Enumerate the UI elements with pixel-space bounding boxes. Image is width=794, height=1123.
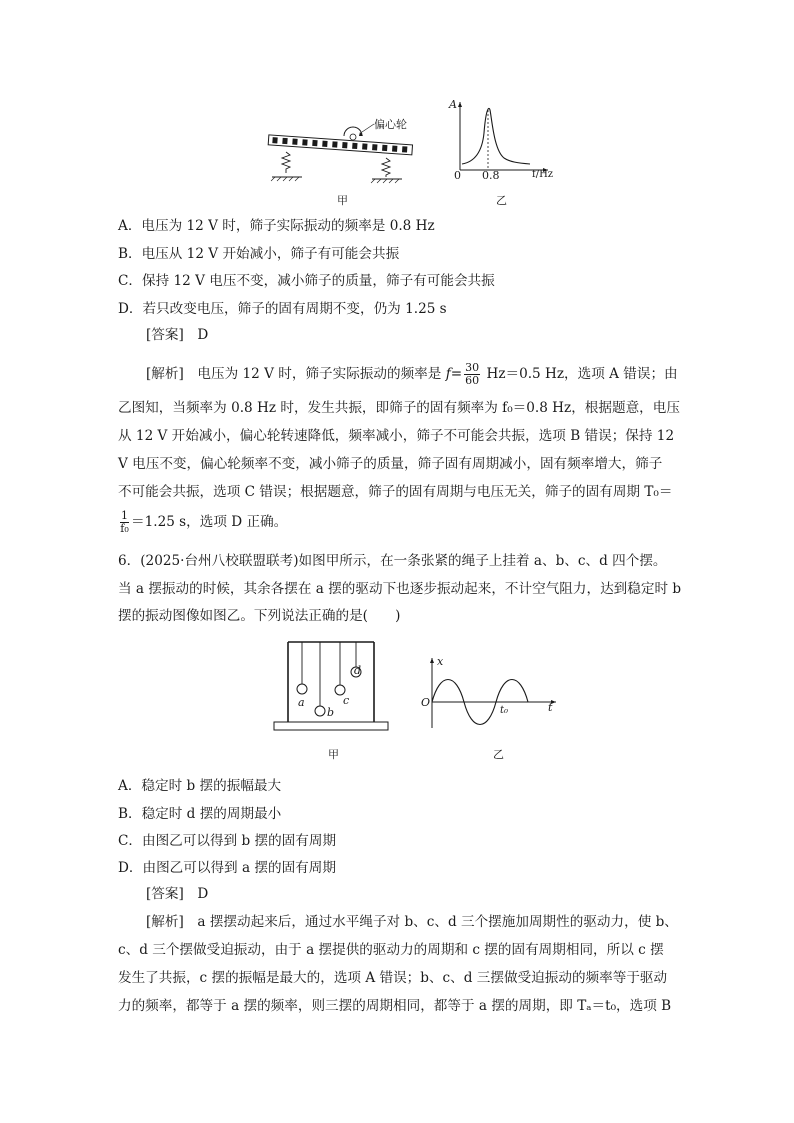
fraction-numerator: 30 <box>465 361 480 374</box>
frequency-symbol: f <box>445 366 451 382</box>
q6-option-b: B．稳定时 d 摆的周期最小 <box>118 806 282 822</box>
pendulum-label-d: d <box>354 664 362 677</box>
q6-stem-line-3: 摆的振动图像如图乙。下列说法正确的是( ) <box>118 608 401 624</box>
q5-answer <box>146 325 208 345</box>
resonance-tick-label: 0.8 <box>482 169 500 182</box>
q6-analysis-line-4: 力的频率，都等于 a 摆的频率，则三摆的周期相同，都等于 a 摆的周期，即 Tₐ＝t₀，选项 B <box>118 998 672 1014</box>
fraction-denominator: 60 <box>465 374 480 387</box>
answer-value: D <box>197 886 209 902</box>
figure-yi-caption: 乙 <box>493 748 504 761</box>
vibration-x-axis-label: t <box>548 701 553 714</box>
analysis-tag: [解析] <box>146 914 184 930</box>
q6-option-c: C．由图乙可以得到 b 摆的固有周期 <box>118 833 337 849</box>
q5-option-a: A．电压为 12 V 时，筛子实际振动的频率是 0.8 Hz <box>118 218 435 234</box>
eccentric-wheel-label: 偏心轮 <box>374 118 407 131</box>
pendulum-figure <box>270 636 395 736</box>
analysis-text: 电压为 12 V 时，筛子实际振动的频率是 <box>197 366 446 382</box>
q5-analysis-line-5: 不可能会共振，选项 C 错误；根据题意，筛子的固有周期与电压无关，筛子的固有周期 T₀＝ <box>118 484 673 500</box>
answer-tag: [答案] <box>146 886 184 902</box>
equals-sign: = <box>450 366 463 382</box>
resonance-x-axis-label: f/Hz <box>532 169 554 180</box>
resonance-origin-label: 0 <box>454 169 461 182</box>
q5-option-c: C．保持 12 V 电压不变，减小筛子的质量，筛子有可能会共振 <box>118 273 495 289</box>
q6-analysis-line-2: c、d 三个摆做受迫振动，由于 a 摆提供的驱动力的周期和 c 摆的固有周期相同，所以 c 摆 <box>118 942 664 958</box>
q6-analysis-line-3: 发生了共振，c 摆的振幅是最大的，选项 A 错误；b、c、d 三摆做受迫振动的频率等于驱动 <box>118 970 668 986</box>
q5-analysis-line-3: 从 12 V 开始减小，偏心轮转速降低，频率减小，筛子不可能会共振，选项 B 错误；保持 12 <box>118 428 675 444</box>
vibration-tick-t0: t₀ <box>500 705 509 716</box>
q5-option-d: D．若只改变电压，筛子的固有周期不变，仍为 1.25 s <box>118 301 447 317</box>
fraction-denominator: f₀ <box>120 522 129 535</box>
resonance-y-axis-label: A <box>449 98 457 111</box>
q5-option-b: B．电压从 12 V 开始减小，筛子有可能会共振 <box>118 246 400 262</box>
pendulum-label-c: c <box>343 694 350 707</box>
analysis-text: ＝1.25 s，选项 D 正确。 <box>131 514 288 530</box>
fraction-numerator: 1 <box>121 509 128 522</box>
analysis-text: a 摆摆动起来后，通过水平绳子对 b、c、d 三个摆施加周期性的驱动力，使 b、 <box>197 914 678 930</box>
pendulum-label-b: b <box>327 706 335 719</box>
q5-analysis-line-6 <box>118 510 287 535</box>
q5-analysis-line-2: 乙图知，当频率为 0.8 Hz 时，发生共振，即筛子的固有频率为 f₀＝0.8 Hz，根据题意，电压 <box>118 400 680 416</box>
answer-tag: [答案] <box>146 327 184 343</box>
fraction <box>120 510 129 535</box>
analysis-text: Hz＝0.5 Hz，选项 A 错误；由 <box>482 366 678 382</box>
q6-stem-line-2: 当 a 摆振动的时候，其余各摆在 a 摆的驱动下也逐步振动起来，不计空气阻力，达到稳定时 b <box>118 581 682 597</box>
fraction <box>464 362 480 387</box>
q6-answer <box>146 884 208 904</box>
analysis-tag: [解析] <box>146 366 184 382</box>
answer-value: D <box>197 327 209 343</box>
q6-option-a: A．稳定时 b 摆的振幅最大 <box>118 778 282 794</box>
q6-stem-line-1: 6．(2025·台州八校联盟联考)如图甲所示，在一条张紧的绳子上挂着 a、b、c、d 四个摆。 <box>118 553 667 569</box>
figure-yi-caption: 乙 <box>496 194 507 207</box>
q6-analysis-line-1 <box>146 912 678 932</box>
vibration-origin-label: O <box>421 696 431 709</box>
q6-option-d: D．由图乙可以得到 a 摆的固有周期 <box>118 860 336 876</box>
vibration-y-axis-label: x <box>437 655 444 668</box>
pendulum-label-a: a <box>298 696 305 709</box>
figure-jia-caption: 甲 <box>328 748 339 761</box>
q5-analysis-line-1 <box>146 362 678 387</box>
figure-jia-caption: 甲 <box>337 194 348 207</box>
q5-analysis-line-4: V 电压不变，偏心轮频率不变，减小筛子的质量，筛子固有周期减小，固有频率增大，筛子 <box>118 456 663 472</box>
